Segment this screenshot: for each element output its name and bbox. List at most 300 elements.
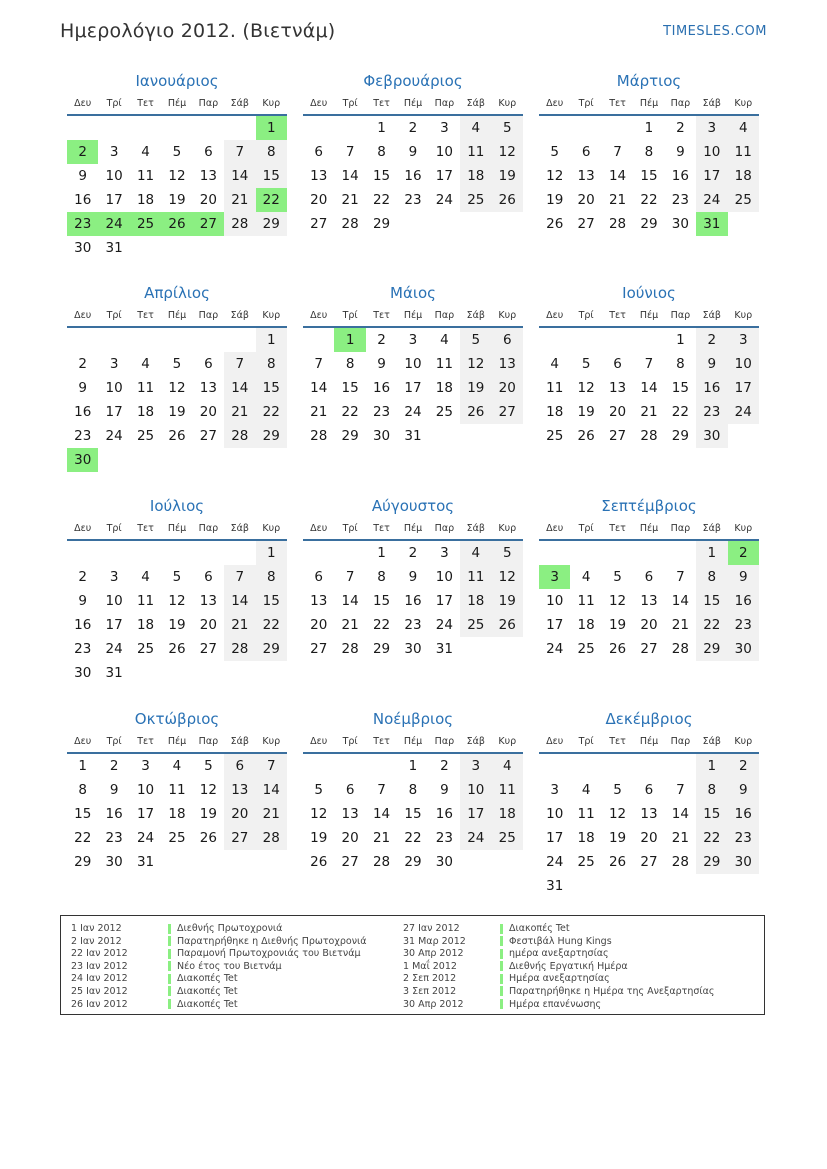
day-cell: 9 — [408, 569, 418, 585]
legend-column-right — [403, 923, 714, 1011]
legend-row — [403, 936, 714, 949]
day-cell: 16 — [74, 617, 92, 633]
day-cell: 8 — [676, 356, 685, 372]
day-cell: 7 — [676, 569, 685, 585]
day-cell: 17 — [136, 806, 155, 822]
day-cell: 5 — [314, 782, 323, 798]
empty-cell — [224, 541, 255, 565]
day-cell: 13 — [310, 593, 328, 609]
day-grid — [67, 754, 287, 874]
day-cell: 7 — [644, 356, 654, 372]
day-cell: 3 — [728, 328, 759, 352]
day-cell: 18 — [728, 164, 759, 188]
legend-holiday-name: Διακοπές Tet — [177, 973, 238, 985]
day-cell: 3 — [109, 356, 119, 372]
legend-marker — [500, 961, 503, 971]
weekday-label: Τρί — [106, 735, 122, 747]
day-cell: 24 — [105, 641, 123, 657]
weekday-label: Πέμ — [167, 97, 187, 109]
day-cell: 5 — [581, 356, 591, 372]
day-cell: 21 — [224, 188, 255, 212]
day-cell: 20 — [608, 404, 627, 420]
day-cell: 13 — [310, 168, 328, 184]
day-cell: 26 — [460, 400, 491, 424]
day-cell: 6 — [314, 144, 323, 160]
weekday-label: Παρ — [670, 97, 691, 109]
legend-holiday-name: Νέο έτος του Βιετνάμ — [177, 960, 282, 972]
day-cell: 10 — [696, 140, 727, 164]
weekday-label: Δευ — [310, 97, 328, 109]
day-cell: 8 — [78, 782, 87, 798]
day-cell: 23 — [435, 830, 453, 846]
day-cell: 8 — [256, 565, 287, 589]
weekday-label: Τρί — [578, 309, 594, 321]
day-cell: 5 — [172, 144, 182, 160]
day-cell: 2 — [440, 758, 449, 774]
empty-cell — [67, 541, 98, 565]
month-name: Ιούνιος — [622, 284, 676, 302]
empty-cell — [602, 328, 633, 352]
day-cell: 16 — [696, 376, 727, 400]
day-cell: 9 — [78, 380, 87, 396]
weekday-label: Παρ — [198, 735, 219, 747]
day-grid — [539, 754, 759, 898]
day-cell: 31 — [404, 428, 422, 444]
weekday-header — [67, 92, 287, 116]
legend-date: 30 Απρ 2012 — [403, 948, 464, 960]
month-name: Μάιος — [390, 284, 436, 302]
day-cell: 17 — [435, 168, 453, 184]
day-cell: 7 — [256, 754, 287, 778]
page-title: Ημερολόγιο 2012. (Βιετνάμ) — [60, 20, 336, 42]
day-cell: 27 — [341, 854, 359, 870]
day-cell: 21 — [608, 192, 627, 208]
day-cell: 19 — [168, 192, 186, 208]
weekday-label: Δευ — [74, 735, 92, 747]
holiday-day-cell: 30 — [67, 448, 98, 472]
weekday-label: Τετ — [373, 735, 390, 747]
day-cell: 7 — [377, 782, 386, 798]
weekday-label: Παρ — [198, 97, 219, 109]
day-cell: 6 — [644, 782, 654, 798]
day-cell: 4 — [141, 144, 150, 160]
day-cell: 9 — [728, 565, 759, 589]
day-cell: 10 — [136, 782, 155, 798]
day-cell: 30 — [74, 665, 92, 681]
day-cell: 1 — [256, 328, 287, 352]
weekday-label: Τρί — [106, 522, 122, 534]
month-8 — [303, 495, 523, 661]
day-cell: 25 — [728, 188, 759, 212]
holiday-day-cell: 23 — [67, 212, 98, 236]
day-cell: 26 — [310, 854, 328, 870]
day-cell: 28 — [671, 854, 689, 870]
legend-row — [71, 986, 366, 999]
weekday-label: Παρ — [198, 522, 219, 534]
empty-cell — [161, 116, 192, 140]
day-cell: 7 — [224, 565, 255, 589]
day-cell: 24 — [728, 400, 759, 424]
day-cell: 15 — [256, 376, 287, 400]
weekday-label: Πέμ — [639, 309, 659, 321]
day-cell: 16 — [74, 192, 92, 208]
day-cell: 16 — [728, 802, 759, 826]
weekday-label: Δευ — [310, 735, 328, 747]
day-cell: 1 — [78, 758, 87, 774]
empty-cell — [602, 116, 633, 140]
day-grid — [67, 116, 287, 260]
day-cell: 25 — [546, 428, 564, 444]
day-cell: 11 — [136, 593, 155, 609]
day-cell: 18 — [435, 380, 453, 396]
weekday-label: Κυρ — [498, 735, 517, 747]
day-cell: 22 — [256, 400, 287, 424]
weekday-label: Τρί — [342, 97, 358, 109]
legend-date: 25 Ιαν 2012 — [71, 985, 128, 997]
day-cell: 10 — [105, 168, 123, 184]
day-cell: 14 — [372, 806, 391, 822]
legend-row — [71, 948, 366, 961]
holiday-day-cell: 24 — [98, 212, 129, 236]
day-cell: 4 — [460, 541, 491, 565]
empty-cell — [334, 541, 365, 565]
day-cell: 22 — [696, 613, 727, 637]
day-cell: 23 — [404, 192, 422, 208]
legend-holiday-name: Φεστιβάλ Hung Kings — [509, 935, 612, 947]
day-cell: 30 — [728, 637, 759, 661]
day-cell: 27 — [310, 641, 328, 657]
legend-row — [71, 936, 366, 949]
day-cell: 23 — [671, 192, 689, 208]
day-cell: 16 — [404, 168, 422, 184]
day-cell: 4 — [581, 782, 591, 798]
day-cell: 1 — [676, 332, 685, 348]
day-cell: 9 — [676, 144, 685, 160]
day-cell: 30 — [696, 424, 727, 448]
day-cell: 22 — [256, 613, 287, 637]
holiday-day-cell: 22 — [256, 188, 287, 212]
day-cell: 24 — [105, 428, 123, 444]
legend-date: 30 Απρ 2012 — [403, 998, 464, 1010]
day-cell: 14 — [341, 593, 359, 609]
day-cell: 30 — [728, 850, 759, 874]
day-cell: 6 — [314, 569, 323, 585]
month-5 — [303, 282, 523, 448]
day-cell: 23 — [404, 617, 422, 633]
empty-cell — [539, 541, 570, 565]
day-cell: 21 — [341, 192, 359, 208]
day-cell: 13 — [199, 168, 217, 184]
day-cell: 12 — [168, 380, 186, 396]
day-cell: 11 — [168, 782, 186, 798]
day-cell: 4 — [172, 758, 182, 774]
holiday-day-cell: 1 — [256, 116, 287, 140]
empty-cell — [67, 328, 98, 352]
day-cell: 26 — [577, 428, 595, 444]
weekday-label: Δευ — [546, 522, 564, 534]
day-cell: 29 — [640, 216, 658, 232]
empty-cell — [161, 328, 192, 352]
weekday-label: Τετ — [137, 522, 154, 534]
weekday-header — [303, 730, 523, 754]
brand-link[interactable]: TIMESLES.COM — [663, 24, 767, 39]
holiday-day-cell: 31 — [696, 212, 727, 236]
weekday-header — [539, 517, 759, 541]
weekday-label: Παρ — [670, 522, 691, 534]
day-cell: 24 — [696, 188, 727, 212]
legend-marker — [500, 949, 503, 959]
day-cell: 11 — [460, 140, 491, 164]
weekday-label: Σάβ — [702, 735, 721, 747]
day-cell: 19 — [608, 830, 627, 846]
day-cell: 2 — [408, 545, 418, 561]
day-cell: 3 — [440, 120, 449, 136]
holiday-day-cell: 26 — [161, 212, 192, 236]
day-cell: 16 — [728, 589, 759, 613]
weekday-label: Κυρ — [734, 309, 753, 321]
holiday-day-cell: 3 — [539, 565, 570, 589]
day-cell: 19 — [492, 164, 523, 188]
day-cell: 2 — [676, 120, 685, 136]
legend-row — [403, 923, 714, 936]
legend-marker — [168, 961, 171, 971]
day-grid — [67, 541, 287, 685]
day-cell: 8 — [696, 565, 727, 589]
empty-cell — [665, 541, 696, 565]
day-cell: 16 — [105, 806, 123, 822]
day-cell: 15 — [256, 164, 287, 188]
legend-marker — [168, 986, 171, 996]
legend-marker — [168, 974, 171, 984]
day-cell: 27 — [310, 216, 328, 232]
day-cell: 5 — [550, 144, 559, 160]
day-cell: 5 — [492, 116, 523, 140]
day-cell: 20 — [310, 192, 328, 208]
day-cell: 15 — [640, 168, 658, 184]
day-cell: 30 — [372, 428, 391, 444]
day-cell: 25 — [460, 613, 491, 637]
day-cell: 29 — [341, 428, 359, 444]
month-name: Αύγουστος — [371, 497, 455, 515]
weekday-label: Σάβ — [702, 97, 721, 109]
day-cell: 12 — [492, 565, 523, 589]
day-grid — [303, 328, 523, 448]
day-cell: 19 — [546, 192, 564, 208]
day-cell: 20 — [224, 802, 255, 826]
day-cell: 6 — [204, 356, 213, 372]
day-cell: 1 — [377, 545, 386, 561]
weekday-label: Παρ — [670, 309, 691, 321]
day-cell: 1 — [696, 754, 727, 778]
day-cell: 17 — [460, 802, 491, 826]
day-cell: 22 — [640, 192, 658, 208]
day-cell: 17 — [105, 192, 123, 208]
day-cell: 24 — [404, 404, 422, 420]
day-cell: 13 — [199, 593, 217, 609]
weekday-label: Τρί — [106, 97, 122, 109]
weekday-label: Δευ — [74, 97, 92, 109]
day-cell: 20 — [310, 617, 328, 633]
day-cell: 27 — [608, 428, 627, 444]
empty-cell — [334, 116, 365, 140]
day-cell: 17 — [728, 376, 759, 400]
day-cell: 4 — [141, 569, 150, 585]
legend-row — [403, 948, 714, 961]
day-cell: 15 — [372, 593, 391, 609]
day-cell: 8 — [345, 356, 355, 372]
weekday-label: Κυρ — [734, 735, 753, 747]
day-cell: 26 — [168, 428, 186, 444]
weekday-label: Σάβ — [230, 309, 249, 321]
day-cell: 19 — [460, 376, 491, 400]
weekday-label: Πέμ — [403, 309, 423, 321]
day-cell: 3 — [109, 569, 119, 585]
weekday-label: Τρί — [578, 735, 594, 747]
weekday-label: Κυρ — [262, 309, 281, 321]
day-cell: 26 — [608, 854, 627, 870]
weekday-label: Δευ — [74, 309, 92, 321]
day-cell: 20 — [199, 192, 217, 208]
day-cell: 31 — [136, 854, 155, 870]
month-name: Φεβρουάριος — [363, 72, 463, 90]
day-cell: 7 — [314, 356, 323, 372]
day-cell: 25 — [460, 188, 491, 212]
day-cell: 6 — [581, 144, 591, 160]
day-cell: 19 — [492, 589, 523, 613]
legend-holiday-name: Παρατηρήθηκε η Διεθνής Πρωτοχρονιά — [177, 935, 367, 947]
day-cell: 12 — [168, 168, 186, 184]
empty-cell — [193, 116, 224, 140]
day-cell: 18 — [136, 404, 155, 420]
day-cell: 13 — [640, 806, 658, 822]
day-cell: 21 — [372, 830, 391, 846]
day-grid — [539, 328, 759, 448]
day-cell: 18 — [136, 192, 155, 208]
weekday-label: Πέμ — [403, 735, 423, 747]
weekday-label: Τετ — [609, 97, 626, 109]
day-cell: 4 — [141, 356, 150, 372]
legend-row — [71, 973, 366, 986]
weekday-label: Τετ — [373, 309, 390, 321]
day-cell: 27 — [199, 428, 217, 444]
day-cell: 26 — [546, 216, 564, 232]
day-cell: 14 — [224, 164, 255, 188]
legend-holiday-name: Ημέρα ανεξαρτησίας — [509, 973, 610, 985]
weekday-label: Πέμ — [639, 97, 659, 109]
day-cell: 7 — [224, 140, 255, 164]
weekday-label: Τρί — [578, 97, 594, 109]
day-cell: 15 — [671, 380, 689, 396]
day-cell: 3 — [550, 782, 559, 798]
day-cell: 28 — [341, 641, 359, 657]
day-cell: 31 — [105, 240, 123, 256]
day-cell: 12 — [546, 168, 564, 184]
day-cell: 11 — [136, 380, 155, 396]
day-cell: 12 — [199, 782, 217, 798]
day-cell: 28 — [224, 212, 255, 236]
day-cell: 6 — [204, 144, 213, 160]
weekday-label: Τετ — [609, 522, 626, 534]
day-cell: 25 — [435, 404, 453, 420]
day-cell: 28 — [224, 637, 255, 661]
month-12 — [539, 708, 759, 898]
day-cell: 15 — [341, 380, 359, 396]
day-cell: 19 — [608, 617, 627, 633]
day-cell: 22 — [372, 192, 391, 208]
empty-cell — [67, 116, 98, 140]
day-cell: 15 — [372, 168, 391, 184]
day-cell: 28 — [608, 216, 627, 232]
day-cell: 21 — [640, 404, 658, 420]
legend-date: 1 Ιαν 2012 — [71, 923, 122, 934]
day-cell: 29 — [696, 850, 727, 874]
day-cell: 12 — [168, 593, 186, 609]
day-cell: 27 — [492, 400, 523, 424]
day-cell: 25 — [492, 826, 523, 850]
day-grid — [539, 541, 759, 661]
weekday-header — [303, 517, 523, 541]
day-cell: 11 — [435, 356, 453, 372]
weekday-label: Τετ — [137, 97, 154, 109]
day-cell: 7 — [613, 144, 622, 160]
day-cell: 21 — [224, 400, 255, 424]
weekday-label: Κυρ — [498, 522, 517, 534]
day-cell: 21 — [256, 802, 287, 826]
month-4 — [67, 282, 287, 472]
day-cell: 24 — [136, 830, 155, 846]
weekday-label: Παρ — [670, 735, 691, 747]
legend-marker — [500, 936, 503, 946]
empty-cell — [366, 754, 397, 778]
day-cell: 10 — [546, 806, 564, 822]
day-cell: 6 — [613, 356, 622, 372]
legend-marker — [500, 986, 503, 996]
day-grid — [303, 541, 523, 661]
day-cell: 13 — [341, 806, 359, 822]
day-cell: 14 — [671, 593, 689, 609]
day-cell: 17 — [435, 593, 453, 609]
day-cell: 6 — [224, 754, 255, 778]
weekday-label: Κυρ — [734, 522, 753, 534]
day-cell: 21 — [671, 617, 689, 633]
day-cell: 20 — [640, 830, 658, 846]
day-cell: 14 — [640, 380, 658, 396]
day-cell: 5 — [172, 569, 182, 585]
month-9 — [539, 495, 759, 661]
day-cell: 8 — [644, 144, 654, 160]
day-cell: 29 — [372, 216, 391, 232]
weekday-label: Πέμ — [167, 309, 187, 321]
holiday-day-cell: 27 — [193, 212, 224, 236]
day-cell: 12 — [310, 806, 328, 822]
empty-cell — [224, 328, 255, 352]
day-cell: 9 — [696, 352, 727, 376]
day-cell: 6 — [204, 569, 213, 585]
weekday-label: Πέμ — [167, 735, 187, 747]
weekday-label: Πέμ — [639, 522, 659, 534]
day-cell: 7 — [224, 352, 255, 376]
day-cell: 16 — [372, 380, 391, 396]
day-cell: 14 — [341, 168, 359, 184]
weekday-label: Σάβ — [466, 309, 485, 321]
legend-marker — [168, 924, 171, 934]
weekday-label: Κυρ — [262, 97, 281, 109]
holiday-day-cell: 2 — [728, 541, 759, 565]
month-name: Σεπτέμβριος — [601, 497, 697, 515]
day-cell: 11 — [546, 380, 564, 396]
legend-date: 26 Ιαν 2012 — [71, 998, 128, 1010]
day-cell: 6 — [345, 782, 355, 798]
